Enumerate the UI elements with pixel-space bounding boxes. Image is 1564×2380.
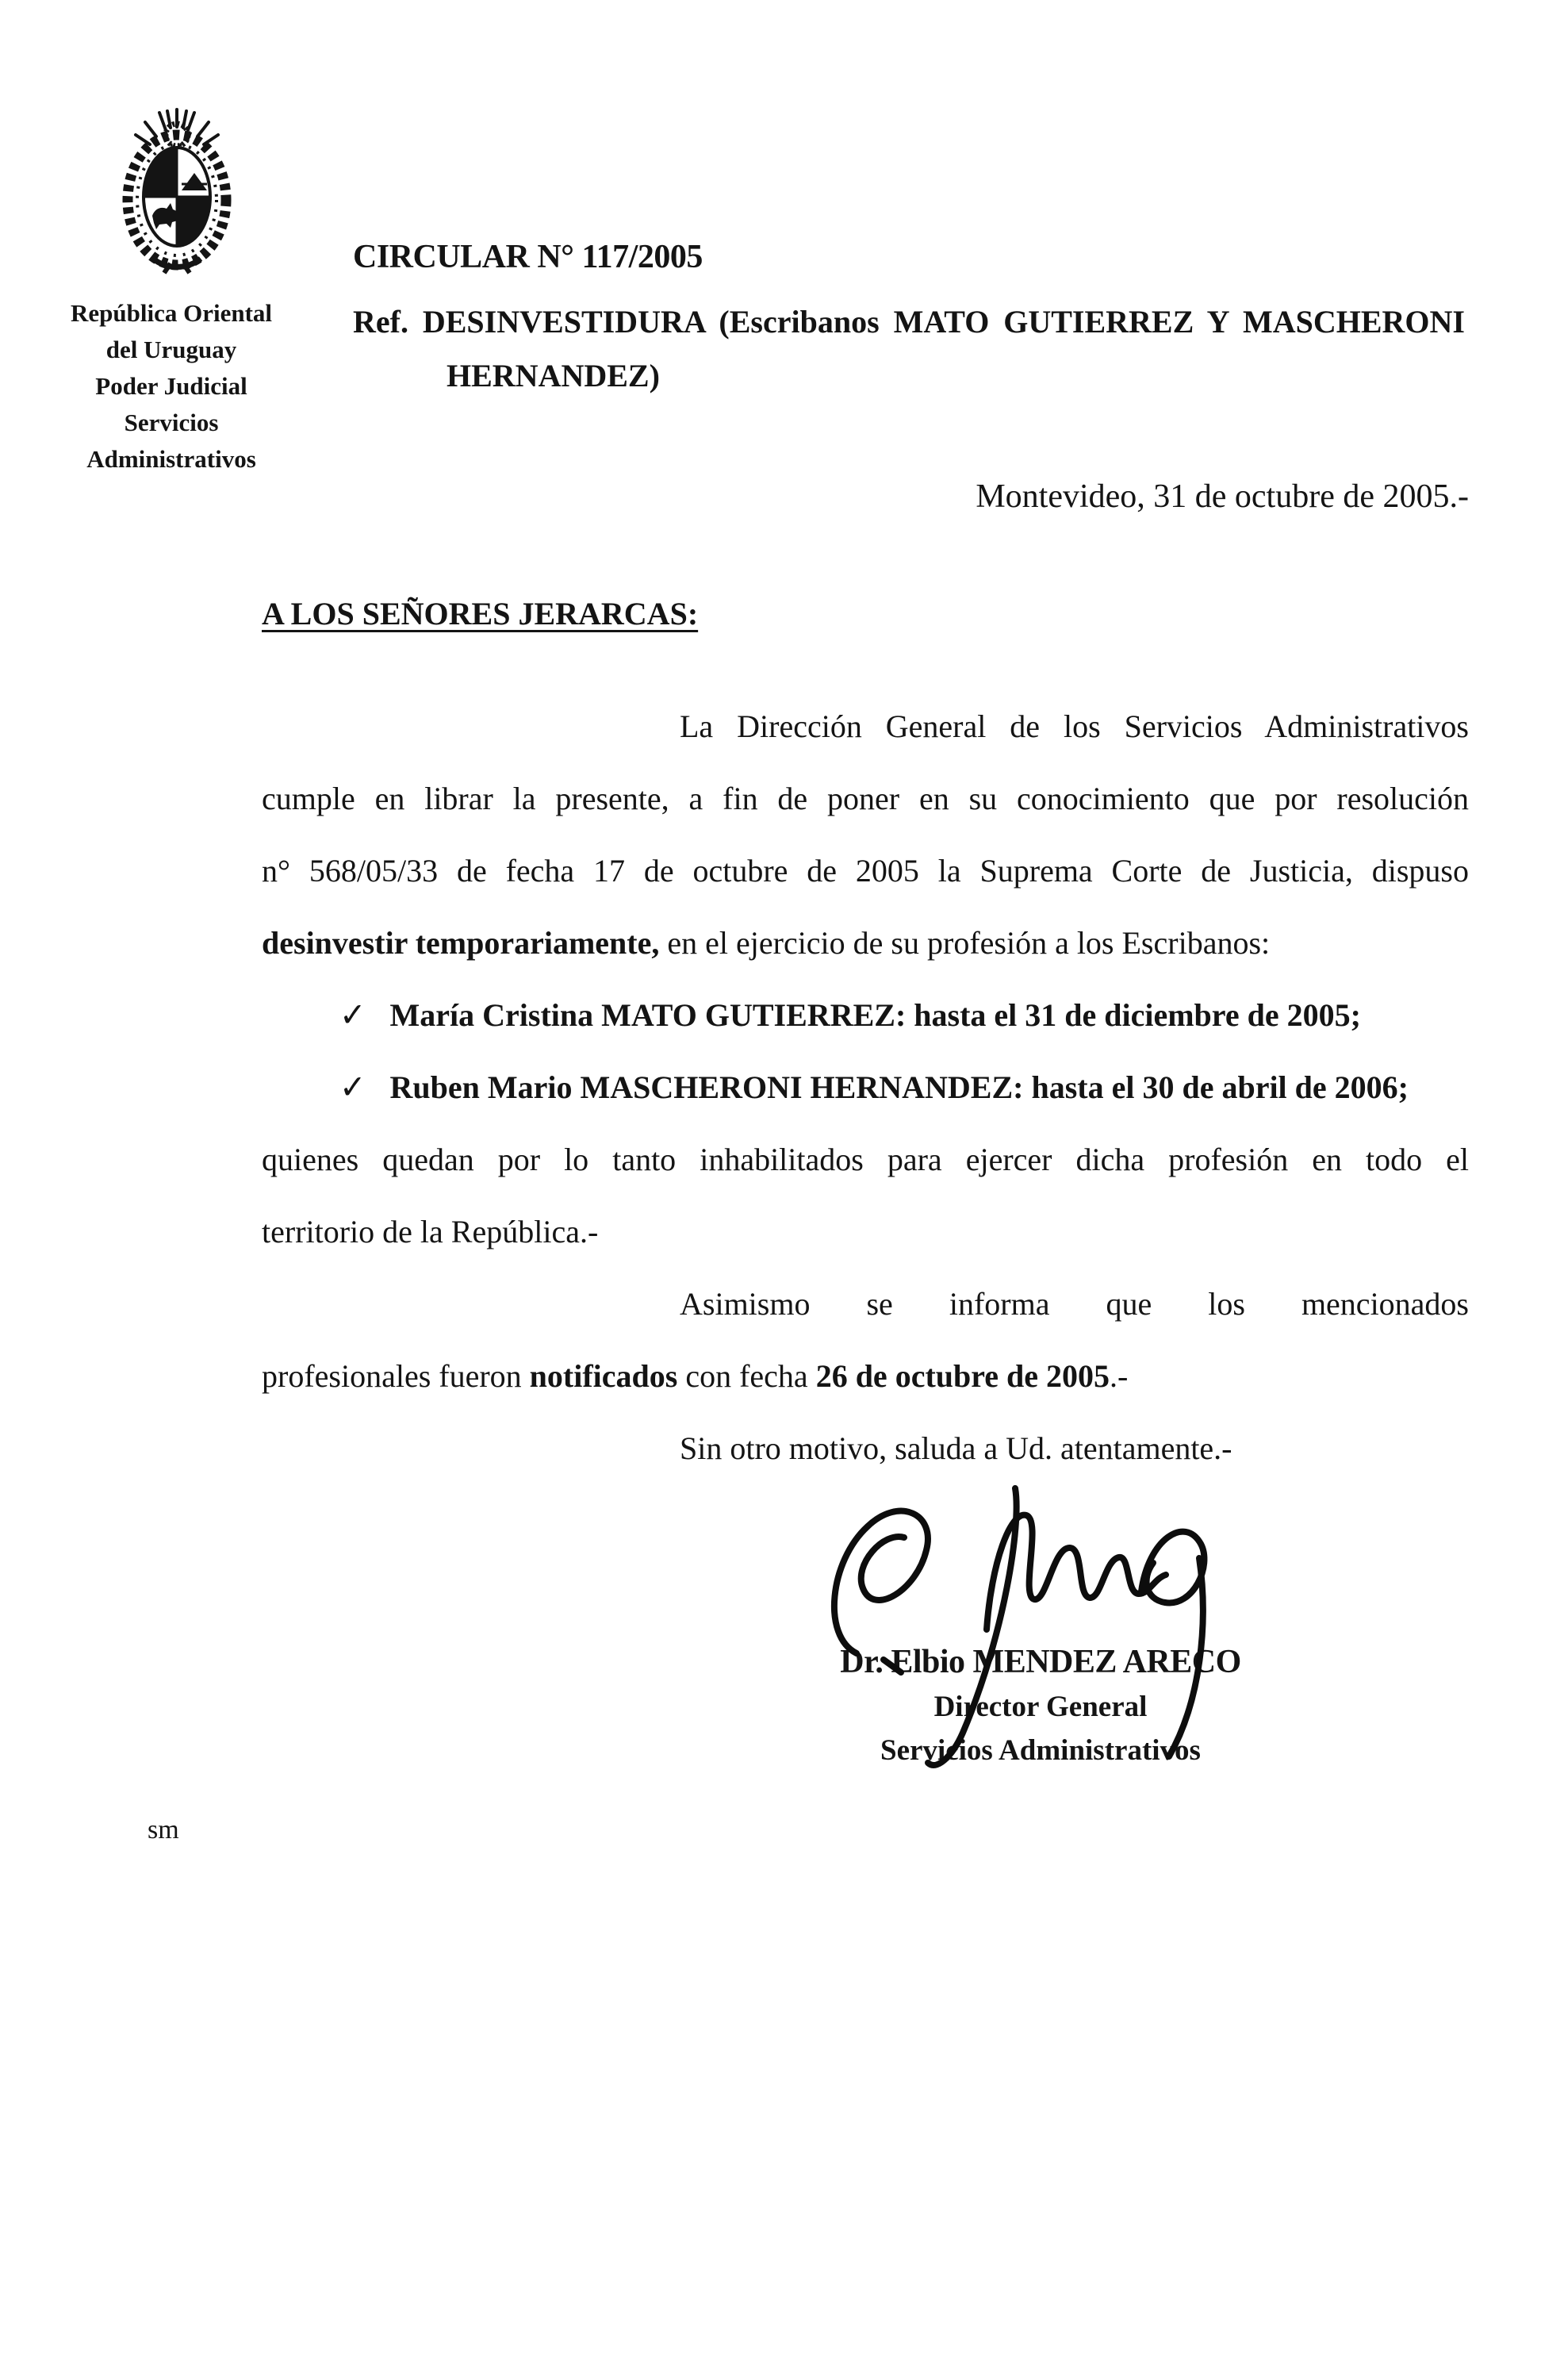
emphasis-text: desinvestir temporariamente, bbox=[262, 925, 668, 961]
dateline: Montevideo, 31 de octubre de 2005.- bbox=[976, 478, 1469, 515]
salutation: A LOS SEÑORES JERARCAS: bbox=[262, 596, 699, 631]
body-line: Asimismo se informa que los mencionados bbox=[680, 1286, 1469, 1322]
emphasis-text: 26 de octubre de 2005 bbox=[815, 1358, 1110, 1394]
signatory-office: Servicios Administrativos bbox=[880, 1734, 1201, 1767]
reference-subject bbox=[353, 295, 1465, 403]
body-line: cumple en librar la presente, a fin de poner en su conocimiento que por resolución bbox=[262, 781, 1469, 816]
reference-line-2: HERNANDEZ) bbox=[447, 358, 660, 393]
bullet-item bbox=[262, 979, 1469, 1051]
body-line: quienes quedan por lo tanto inhabilitados para ejercer dicha profesión en todo el bbox=[262, 1142, 1469, 1177]
org-line: del Uruguay bbox=[105, 336, 237, 363]
check-icon: ✓ bbox=[339, 1068, 366, 1107]
body-line: territorio de la República.- bbox=[262, 1214, 599, 1250]
signature-block bbox=[801, 1639, 1280, 1772]
typist-initials: sm bbox=[148, 1815, 179, 1844]
reference-line-1: Ref. DESINVESTIDURA (Escribanos MATO GUTIERREZ Y MASCHERONI bbox=[353, 304, 1465, 340]
body-line: desinvestir temporariamente, en el ejercicio de su profesión a los Escribanos: bbox=[262, 925, 1271, 961]
org-name bbox=[32, 295, 311, 478]
body-line: La Dirección General de los Servicios Administrativos bbox=[680, 708, 1469, 744]
bullet-text: María Cristina MATO GUTIERREZ: hasta el 31 de diciembre de 2005; bbox=[389, 997, 1361, 1033]
letter-body bbox=[262, 690, 1469, 1484]
org-line: Administrativos bbox=[86, 445, 256, 473]
uruguay-coat-of-arms-icon bbox=[115, 100, 239, 274]
emphasis-text: notificados bbox=[529, 1358, 678, 1394]
bullet-text: Ruben Mario MASCHERONI HERNANDEZ: hasta el 30 de abril de 2006; bbox=[389, 1069, 1409, 1105]
circular-number: CIRCULAR N° 117/2005 bbox=[353, 239, 703, 275]
signatory-title: Director General bbox=[933, 1691, 1148, 1723]
org-line: Servicios bbox=[124, 409, 219, 436]
signatory-name: Dr. Elbio MENDEZ ARECO bbox=[840, 1644, 1241, 1680]
body-line: n° 568/05/33 de fecha 17 de octubre de 2005 la Suprema Corte de Justicia, dispuso bbox=[262, 853, 1469, 889]
org-line: República Oriental bbox=[70, 299, 273, 327]
body-line: profesionales fueron notificados con fecha 26 de octubre de 2005.- bbox=[262, 1358, 1129, 1394]
body-line: Sin otro motivo, saluda a Ud. atentamente.- bbox=[680, 1430, 1232, 1466]
org-line: Poder Judicial bbox=[95, 372, 247, 400]
bullet-item bbox=[262, 1051, 1469, 1123]
check-icon: ✓ bbox=[339, 996, 366, 1035]
